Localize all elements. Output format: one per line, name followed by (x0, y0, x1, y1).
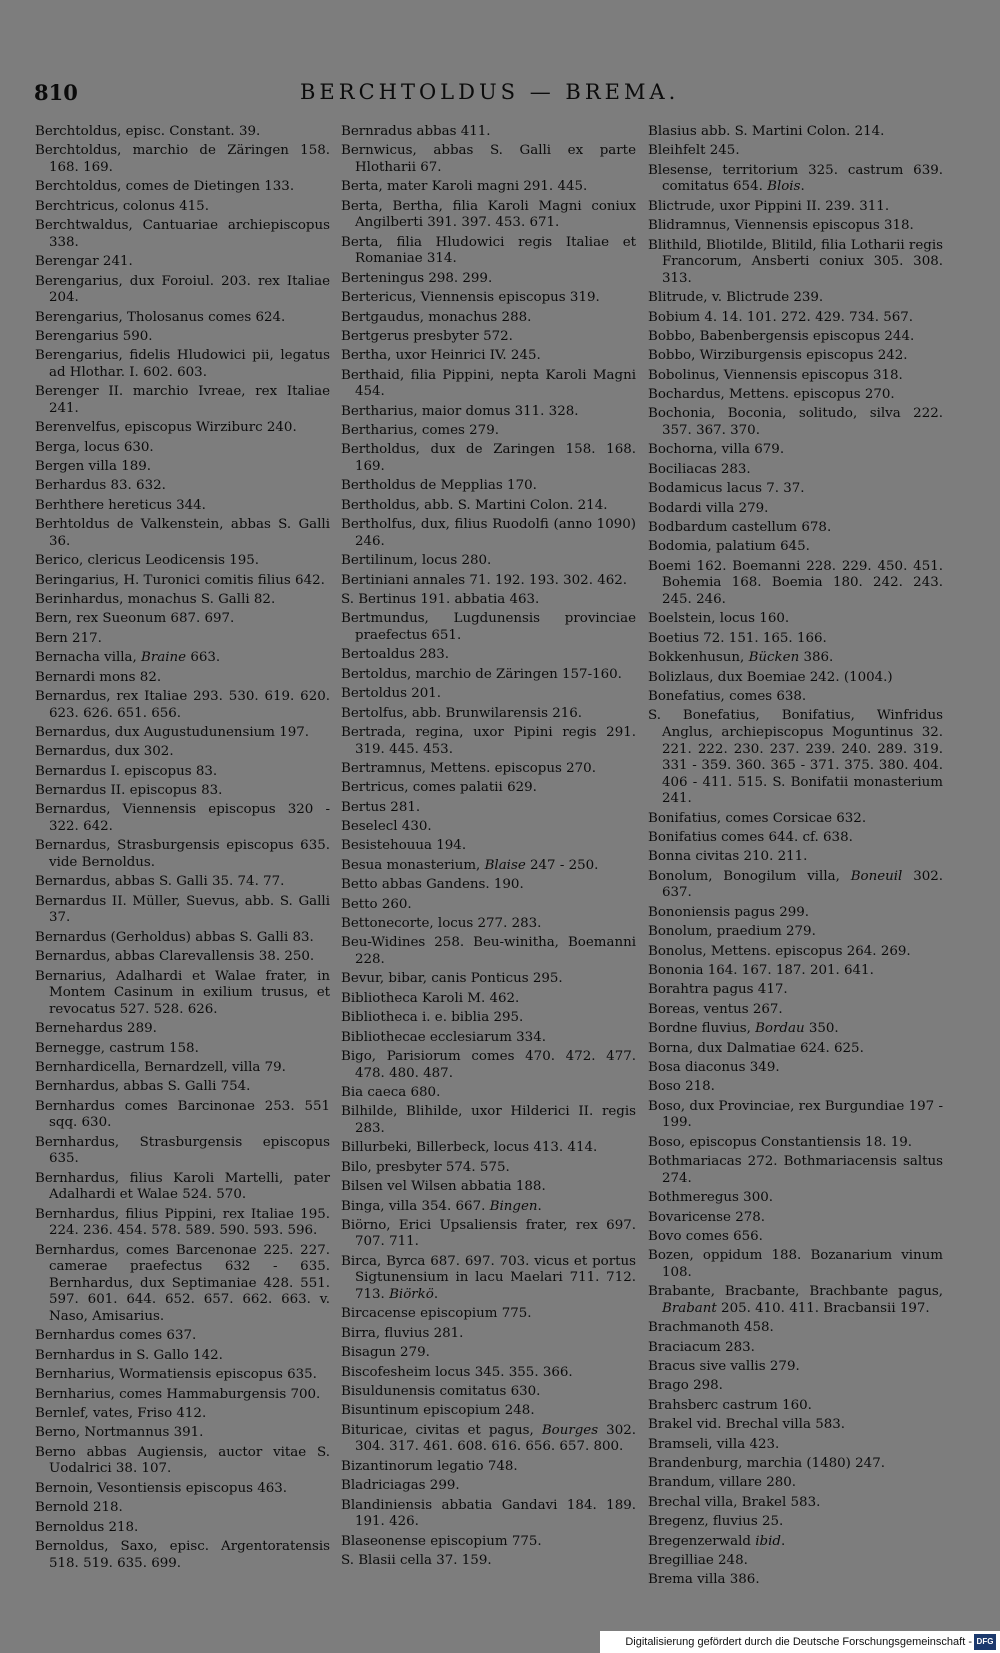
index-entry: Bertramnus, Mettens. episcopus 270. (341, 760, 596, 776)
index-entry: Brema villa 386. (648, 1572, 760, 1588)
index-entry: Bernhardus, abbas S. Galli 754. (35, 1079, 251, 1095)
index-entry: Bertha, uxor Heinrici IV. 245. (341, 348, 541, 364)
index-entry: Berenger II. marchio Ivreae, rex Italiae 241. (35, 384, 330, 416)
index-entry: Bertharius, maior domus 311. 328. (341, 403, 579, 419)
index-entry: Berengarius 590. (35, 328, 153, 344)
index-entry: Berchtoldus, marchio de Zäringen 158. 168. 169. (35, 143, 330, 175)
index-entry: Bernardus II. Müller, Suevus, abb. S. Galli 37. (35, 893, 330, 926)
index-entry: Bernoin, Vesontiensis episcopus 463. (35, 1480, 288, 1496)
index-entry: Bernoldus 218. (35, 1519, 139, 1535)
index-entry: Berengar 241. (35, 254, 133, 270)
index-entry: Billurbeki, Billerbeck, locus 413. 414. (341, 1140, 598, 1156)
index-entry: Berta, Bertha, filia Karoli Magni coniux Angilberti 391. 397. 453. 671. (341, 198, 636, 231)
index-entry: Boemi 162. Boemanni 228. 229. 450. 451. Bohemia 168. Boemia 180. 242. 243. 245. 246. (648, 558, 943, 607)
index-entry: Bozen, oppidum 188. Bozanarium vinum 108. (648, 1248, 943, 1280)
index-entry: Bernardus, abbas S. Galli 35. 74. 77. (35, 874, 285, 890)
index-entry: Bokkenhusun, Bücken 386. (648, 650, 834, 666)
index-entry: Boreas, ventus 267. (648, 1001, 783, 1017)
index-entry: Berhthere hereticus 344. (35, 497, 206, 513)
index-entry: Blasius abb. S. Martini Colon. 214. (648, 124, 885, 139)
index-entry: Bevur, bibar, canis Ponticus 295. (341, 971, 563, 987)
index-entry: Boso, dux Provinciae, rex Burgundiae 197 - 199. (648, 1098, 943, 1131)
index-entry: Bernharius, Wormatiensis episcopus 635. (35, 1367, 317, 1383)
index-entry: Bernoldus, Saxo, episc. Argentoratensis 518. 519. 635. 699. (35, 1538, 330, 1571)
index-entry: Berico, clericus Leodicensis 195. (35, 553, 260, 569)
index-entry: Bertrada, regina, uxor Pipini regis 291. 319. 445. 453. (341, 724, 636, 757)
index-entry: Berthaid, filia Pippini, nepta Karoli Magni 454. (341, 367, 636, 400)
index-entry: Bregenzerwald ibid. (648, 1533, 786, 1549)
index-entry: S. Bertinus 191. abbatia 463. (341, 591, 540, 607)
index-entry: Bernardus II. episcopus 83. (35, 783, 223, 799)
index-entry: Bigo, Parisiorum comes 470. 472. 477. 478. 480. 487. (341, 1048, 636, 1081)
index-entry: Bernhardicella, Bernardzell, villa 79. (35, 1059, 286, 1075)
index-entry: Bernardi mons 82. (35, 669, 162, 685)
index-entry: Bregenz, fluvius 25. (648, 1514, 784, 1530)
index-entry: Bernardus, dux Augustudunensium 197. (35, 724, 310, 740)
index-entry: Brakel vid. Brechal villa 583. (648, 1417, 846, 1433)
index-entry: Bertholdus de Mepplias 170. (341, 478, 537, 494)
index-entry: Bibliothecae ecclesiarum 334. (341, 1029, 546, 1045)
index-entry: Bovo comes 656. (648, 1228, 763, 1244)
footer-text: Digitalisierung gefördert durch die Deutsche Forschungsgemeinschaft - (625, 1636, 972, 1648)
index-entry: Berchtwaldus, Cantuariae archiepiscopus 338. (35, 218, 330, 250)
index-entry: Bergen villa 189. (35, 459, 152, 475)
index-entry: Berta, mater Karoli magni 291. 445. (341, 179, 588, 195)
index-entry: Beringarius, H. Turonici comitis filius 642. (35, 572, 325, 588)
index-entry: Bonifatius comes 644. cf. 638. (648, 830, 853, 846)
index-entry: Bordne fluvius, Bordau 350. (648, 1021, 839, 1037)
index-entry: Birca, Byrca 687. 697. 703. vicus et portus Sigtunensium in lacu Maelari 711. 712. 713. Biörkö. (341, 1253, 636, 1303)
index-entry: Bramseli, villa 423. (648, 1436, 780, 1452)
index-entry: Bibliotheca i. e. biblia 295. (341, 1010, 524, 1026)
index-entry: Berno abbas Augiensis, auctor vitae S. Uodalrici 38. 107. (35, 1444, 330, 1477)
index-entry: Berengarius, dux Foroiul. 203. rex Italiae 204. (35, 273, 330, 306)
index-entry: Bonolum, Bonogilum villa, Boneuil 302. 637. (648, 868, 944, 901)
index-entry: Berengarius, fidelis Hludowici pii, legatus ad Hlothar. I. 602. 603. (35, 348, 330, 380)
index-entry: Beselecl 430. (341, 819, 432, 835)
index-entry: Berteningus 298. 299. (341, 270, 493, 286)
footer-credit (600, 1631, 1000, 1653)
index-entry: Bononia 164. 167. 187. 201. 641. (648, 963, 874, 979)
index-entry: Bertharius, comes 279. (341, 423, 499, 439)
index-entry: Bernwicus, abbas S. Galli ex parte Hlotharii 67. (341, 143, 636, 175)
index-entry: Berengarius, Tholosanus comes 624. (35, 309, 286, 325)
index-entry: Brago 298. (648, 1378, 723, 1394)
index-entry: Besistehouua 194. (341, 838, 467, 854)
index-entry: Bernardus, dux 302. (35, 744, 174, 760)
index-entry: Bodamicus lacus 7. 37. (648, 481, 805, 497)
index-entry: Berhardus 83. 632. (35, 478, 166, 494)
index-entry: Bochardus, Mettens. episcopus 270. (648, 387, 895, 403)
index-column-2 (341, 124, 636, 1572)
index-entry: Bernehardus 289. (35, 1021, 157, 1037)
index-entry: Berchtoldus, comes de Dietingen 133. (35, 179, 295, 195)
index-entry: Bertus 281. (341, 799, 421, 815)
index-entry: Bothmeregus 300. (648, 1190, 773, 1206)
index-entry: Bertolfus, abb. Brunwilarensis 216. (341, 705, 583, 721)
index-entry: Blithild, Bliotilde, Blitild, filia Lotharii regis Francorum, Ansberti coniux 305. 308. 313. (648, 237, 943, 286)
index-entry: Brabante, Bracbante, Brachbante pagus, Brabant 205. 410. 411. Bracbansii 197. (648, 1284, 943, 1316)
dfg-logo: DFG (974, 1634, 996, 1650)
index-entry: Bernhardus comes Barcinonae 253. 551 sqq. 630. (35, 1098, 330, 1131)
index-entry: Boso 218. (648, 1079, 715, 1095)
index-entry: Bregilliae 248. (648, 1552, 748, 1568)
index-column-3 (648, 124, 943, 1592)
index-entry: Berhtoldus de Valkenstein, abbas S. Galli 36. (35, 517, 330, 549)
index-entry: Blaseonense episcopium 775. (341, 1533, 542, 1549)
index-entry: Bonifatius, comes Corsicae 632. (648, 810, 867, 826)
index-entry: Bernhardus, comes Barcenonae 225. 227. camerae praefectus 632 - 635. Bernhardus, dux Septimaniae 428. 551. 597. 601. 644. 652. 657. 662. 663. v. Naso, Amisarius. (35, 1242, 330, 1325)
index-entry: Bertiniani annales 71. 192. 193. 302. 462. (341, 572, 628, 588)
index-entry: Borna, dux Dalmatiae 624. 625. (648, 1040, 864, 1056)
index-entry: Bernardus, Strasburgensis episcopus 635. vide Bernoldus. (35, 838, 330, 871)
index-entry: Brachmanoth 458. (648, 1320, 774, 1336)
index-entry: Bertoldus 201. (341, 686, 442, 702)
index-entry: Berta, filia Hludowici regis Italiae et Romaniae 314. (341, 234, 636, 267)
index-entry: Berenvelfus, episcopus Wirziburc 240. (35, 420, 297, 436)
index-entry: Beu-Widines 258. Beu-winitha, Boemanni 228. (341, 935, 636, 968)
index-entry: Bobbo, Wirziburgensis episcopus 242. (648, 348, 908, 364)
index-entry: Bern, rex Sueonum 687. 697. (35, 611, 235, 627)
index-entry: Bertilinum, locus 280. (341, 553, 492, 569)
index-entry: Bertoldus, marchio de Zäringen 157-160. (341, 666, 622, 682)
index-entry: Bernacha villa, Braine 663. (35, 650, 221, 666)
index-entry: Berinhardus, monachus S. Galli 82. (35, 591, 276, 607)
index-entry: Bilhilde, Blihilde, uxor Hilderici II. regis 283. (341, 1104, 636, 1136)
index-entry: Bertoaldus 283. (341, 647, 450, 663)
index-entry: Birra, fluvius 281. (341, 1325, 464, 1341)
index-entry: Bernarius, Adalhardi et Walae frater, in Montem Casinum in exilium trusus, et revocatus 527. 528. 626. (35, 968, 330, 1017)
index-entry: Bociliacas 283. (648, 461, 751, 477)
index-entry: Bonefatius, comes 638. (648, 688, 807, 704)
index-entry: Bolizlaus, dux Boemiae 242. (1004.) (648, 669, 893, 685)
index-entry: Borahtra pagus 417. (648, 982, 788, 998)
index-entry: Boso, episcopus Constantiensis 18. 19. (648, 1134, 913, 1150)
index-entry: Blictrude, uxor Pippini II. 239. 311. (648, 198, 890, 214)
index-entry: Bononiensis pagus 299. (648, 904, 810, 920)
index-entry: Bertholdus, abb. S. Martini Colon. 214. (341, 497, 608, 513)
index-entry: Bertericus, Viennensis episcopus 319. (341, 290, 600, 306)
index-entry: Bovaricense 278. (648, 1209, 766, 1225)
page-number: 810 (34, 80, 78, 105)
index-entry: Bernhardus, filius Karoli Martelli, pater Adalhardi et Walae 524. 570. (35, 1170, 330, 1203)
index-entry: Bernardus, abbas Clarevallensis 38. 250. (35, 949, 315, 965)
index-entry: Bertgaudus, monachus 288. (341, 309, 532, 325)
index-entry: Bernharius, comes Hammaburgensis 700. (35, 1386, 321, 1402)
index-entry: Bobolinus, Viennensis episcopus 318. (648, 367, 903, 383)
index-entry: Boelstein, locus 160. (648, 611, 790, 627)
index-entry: Blesense, territorium 325. castrum 639. comitatus 654. Blois. (648, 162, 943, 195)
index-entry: Bibliotheca Karoli M. 462. (341, 990, 520, 1006)
index-entry: Bertholdus, dux de Zaringen 158. 168. 169. (341, 442, 636, 475)
index-entry: Braciacum 283. (648, 1339, 755, 1355)
index-entry: Bosa diaconus 349. (648, 1059, 780, 1075)
index-entry: Bobbo, Babenbergensis episcopus 244. (648, 328, 915, 344)
index-entry: Bernardus (Gerholdus) abbas S. Galli 83. (35, 929, 314, 945)
index-entry: Biörno, Erici Upsaliensis frater, rex 697. 707. 711. (341, 1217, 636, 1250)
index-entry: Bernhardus, Strasburgensis episcopus 635. (35, 1134, 330, 1167)
index-entry: Besua monasterium, Blaise 247 - 250. (341, 857, 599, 873)
index-entry: Bernhardus, filius Pippini, rex Italiae 195. 224. 236. 454. 578. 589. 590. 593. 596. (35, 1206, 330, 1239)
index-entry: Bobium 4. 14. 101. 272. 429. 734. 567. (648, 309, 914, 325)
index-entry: Brechal villa, Brakel 583. (648, 1494, 821, 1510)
index-entry: Bracus sive vallis 279. (648, 1359, 800, 1375)
index-entry: Bernradus abbas 411. (341, 124, 491, 139)
running-head: BERCHTOLDUS — BREMA. (300, 80, 680, 104)
index-column-1 (35, 124, 330, 1575)
index-entry: Bernold 218. (35, 1500, 123, 1516)
index-entry: Berchtoldus, episc. Constant. 39. (35, 124, 261, 139)
index-entry: Bisuldunensis comitatus 630. (341, 1384, 541, 1400)
index-entry: Bernardus I. episcopus 83. (35, 763, 218, 779)
index-entry: Bodardi villa 279. (648, 500, 769, 516)
index-entry: Bothmariacas 272. Bothmariacensis saltus 274. (648, 1154, 943, 1186)
index-entry: Bonna civitas 210. 211. (648, 849, 808, 865)
index-entry: Berga, locus 630. (35, 439, 154, 455)
index-entry: Bilsen vel Wilsen abbatia 188. (341, 1179, 546, 1195)
index-entry: Bernhardus in S. Gallo 142. (35, 1347, 223, 1363)
index-entry: Bernardus, Viennensis episcopus 320 - 322. 642. (35, 802, 330, 835)
index-entry: Bircacense episcopium 775. (341, 1306, 532, 1322)
index-entry: Bernegge, castrum 158. (35, 1040, 199, 1056)
index-entry: Bonolus, Mettens. episcopus 264. 269. (648, 943, 911, 959)
index-entry: Berchtricus, colonus 415. (35, 198, 209, 214)
index-entry: Brahsberc castrum 160. (648, 1397, 812, 1413)
index-entry: Bertholfus, dux, filius Ruodolfi (anno 1090) 246. (341, 517, 636, 549)
index-entry: Bernhardus comes 637. (35, 1328, 197, 1344)
index-entry: Boetius 72. 151. 165. 166. (648, 630, 827, 646)
index-entry: Berno, Nortmannus 391. (35, 1425, 204, 1441)
index-entry: Brandenburg, marchia (1480) 247. (648, 1455, 885, 1471)
index-entry: S. Blasii cella 37. 159. (341, 1552, 492, 1568)
index-entry: S. Bonefatius, Bonifatius, Winfridus Anglus, archiepiscopus Moguntinus 32. 221. 222. 230. 237. 239. 240. 289. 319. 331 - 359. 360. 365 - 371. 375. 380. 404. 406 - 411. 515. S. Bonifatii monasterium 241. (648, 708, 943, 807)
index-entry: Bisagun 279. (341, 1345, 430, 1361)
index-entry: Bertmundus, Lugdunensis provinciae praefectus 651. (341, 611, 636, 643)
index-entry: Bodomia, palatium 645. (648, 539, 810, 555)
index-entry: Biscofesheim locus 345. 355. 366. (341, 1364, 573, 1380)
index-entry: Bernlef, vates, Friso 412. (35, 1406, 207, 1422)
index-entry: Bernardus, rex Italiae 293. 530. 619. 620. 623. 626. 651. 656. (35, 688, 330, 721)
index-entry: Blidramnus, Viennensis episcopus 318. (648, 218, 914, 234)
index-entry: Betto 260. (341, 896, 412, 912)
index-entry: Binga, villa 354. 667. Bingen. (341, 1198, 542, 1214)
index-entry: Bochonia, Boconia, solitudo, silva 222. 357. 367. 370. (648, 406, 943, 439)
index-entry: Bonolum, praedium 279. (648, 924, 816, 940)
index-entry: Brandum, villare 280. (648, 1475, 797, 1491)
index-entry: Bisuntinum episcopium 248. (341, 1403, 535, 1419)
index-entry: Blitrude, v. Blictrude 239. (648, 290, 824, 306)
index-entry: Bochorna, villa 679. (648, 442, 785, 458)
index-entry: Bia caeca 680. (341, 1084, 441, 1100)
index-entry: Bertgerus presbyter 572. (341, 328, 513, 344)
index-entry: Bettonecorte, locus 277. 283. (341, 916, 542, 932)
index-entry: Bleihfelt 245. (648, 143, 740, 159)
index-entry: Bizantinorum legatio 748. (341, 1458, 518, 1474)
index-entry: Bodbardum castellum 678. (648, 520, 832, 536)
index-entry: Betto abbas Gandens. 190. (341, 877, 524, 893)
index-entry: Bilo, presbyter 574. 575. (341, 1159, 510, 1175)
index-entry: Bertricus, comes palatii 629. (341, 780, 537, 796)
index-entry: Bern 217. (35, 630, 102, 646)
index-entry: Bituricae, civitas et pagus, Bourges 302. 304. 317. 461. 608. 616. 656. 657. 800. (341, 1422, 636, 1455)
index-entry: Bladriciagas 299. (341, 1478, 460, 1494)
index-entry: Blandiniensis abbatia Gandavi 184. 189. 191. 426. (341, 1497, 636, 1530)
